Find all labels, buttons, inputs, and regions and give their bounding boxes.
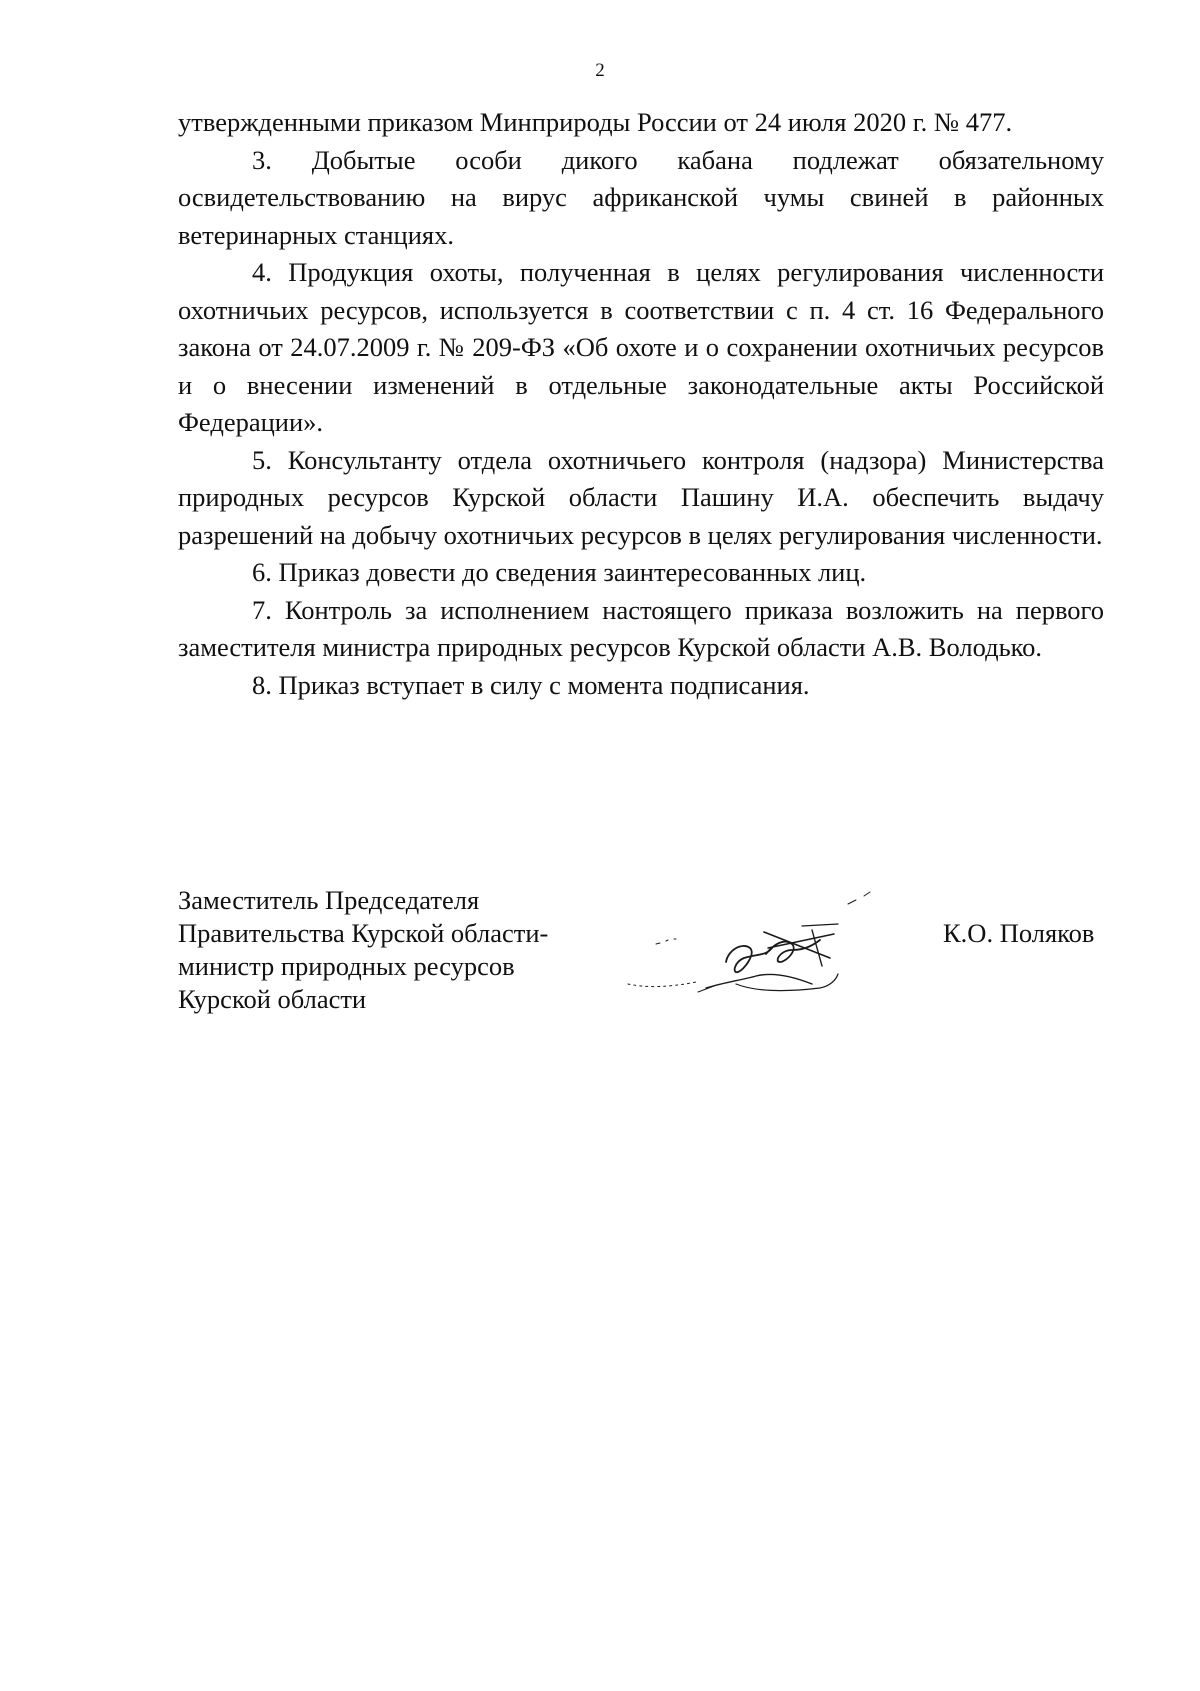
paragraph-3: 3. Добытые особи дикого кабана подлежат обязательному освидетельствованию на вирус африканской чумы свиней в районных ветеринарных станциях. [178, 144, 1104, 250]
signer-position-line: Правительства Курской области- [178, 918, 549, 948]
page-number: 2 [595, 60, 605, 81]
paragraph-7: 7. Контроль за исполнением настоящего приказа возложить на первого заместителя министра природных ресурсов Курской области А.В. Володько. [178, 594, 1104, 662]
signer-position-line: Курской области [178, 984, 367, 1014]
document-body [178, 104, 1104, 704]
signer-position-line: министр природных ресурсов [178, 951, 515, 981]
signature-block [178, 884, 1138, 1034]
handwritten-signature [616, 884, 906, 1014]
paragraph-5: 5. Консультанту отдела охотничьего контроля (надзора) Министерства природных ресурсов Курской области Пашину И.А. обеспечить выдачу разрешений на добычу охотничьих ресурсов в целях регулирования численности. [178, 444, 1104, 550]
paragraph-4: 4. Продукция охоты, полученная в целях регулирования численности охотничьих ресурсов, используется в соответствии с п. 4 ст. 16 Федерального закона от 24.07.2009 г. № 209-ФЗ «Об охоте и о сохранении охотничьих ресурсов и о внесении изменений в отдельные законодательные акты Российской Федерации». [178, 257, 1104, 437]
paragraph-6: 6. Приказ довести до сведения заинтересованных лиц. [252, 557, 867, 587]
signer-name: К.О. Поляков [943, 918, 1095, 948]
signer-position-line: Заместитель Председателя [178, 885, 480, 915]
paragraph-continuation: утвержденными приказом Минприроды России от 24 июля 2020 г. № 477. [178, 107, 1013, 137]
paragraph-8: 8. Приказ вступает в силу с момента подписания. [252, 669, 810, 700]
